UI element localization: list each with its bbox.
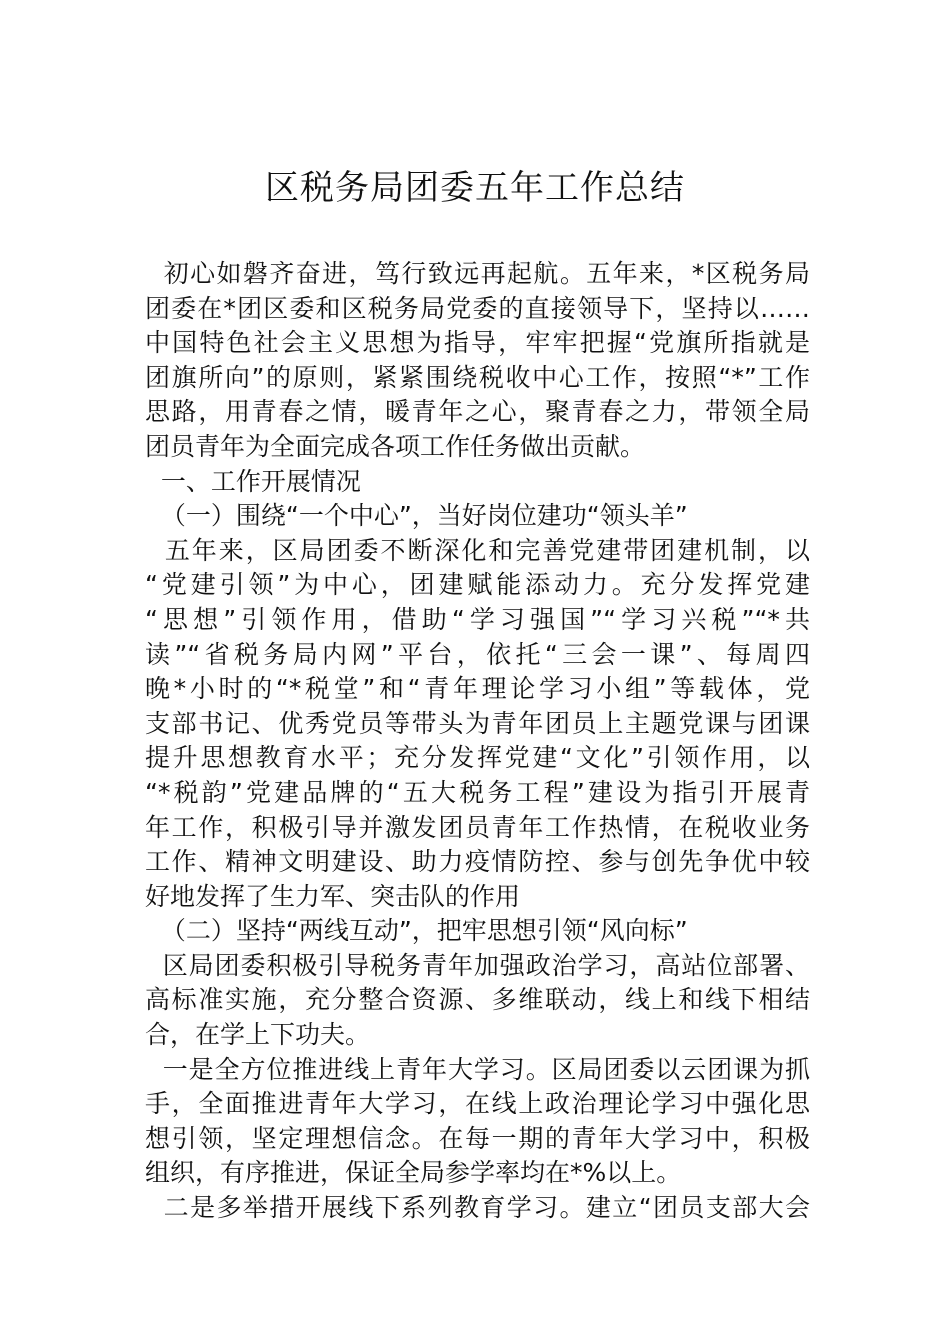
body-line: （一）围绕“一个中心”，当好岗位建功“领头羊” <box>145 501 688 531</box>
document-title: 区税务局团委五年工作总结 <box>265 168 685 208</box>
body-line: 高标准实施，充分整合资源、多维联动，线上和线下相结 <box>145 985 810 1015</box>
body-line: 团委在*团区委和区税务局党委的直接领导下，坚持以…… <box>145 293 810 323</box>
body-line: 手，全面推进青年大学习，在线上政治理论学习中强化思 <box>145 1089 810 1119</box>
body-line: 思路，用青春之情，暖青年之心，聚青春之力，带领全局 <box>145 397 810 427</box>
body-line: （二）坚持“两线互动”，把牢思想引领“风向标” <box>145 916 688 946</box>
body-line: 一是全方位推进线上青年大学习。区局团委以云团课为抓 <box>145 1054 810 1084</box>
body-line: 初心如磐齐奋进，笃行致远再起航。五年来，*区税务局 <box>145 259 810 288</box>
body-line: 团员青年为全面完成各项工作任务做出贡献。 <box>145 431 646 461</box>
body-line: 读”“省税务局内网”平台，依托“三会一课”、每周四 <box>145 639 810 669</box>
body-line: “*税韵”党建品牌的“五大税务工程”建设为指引开展青 <box>145 777 810 807</box>
body-line: 二是多举措开展线下系列教育学习。建立“团员支部大会 <box>145 1193 810 1223</box>
body-line: 区局团委积极引导税务青年加强政治学习，高站位部署、 <box>145 950 810 980</box>
body-line: 五年来，区局团委不断深化和完善党建带团建机制，以 <box>145 535 810 565</box>
body-line: 合，在学上下功夫。 <box>145 1020 371 1050</box>
body-line: 团旗所向”的原则，紧紧围绕税收中心工作，按照“*”工作 <box>145 362 810 392</box>
body-line: 工作、精神文明建设、助力疫情防控、参与创先争优中较 <box>145 847 810 877</box>
body-line: 中国特色社会主义思想为指导，牢牢把握“党旗所指就是 <box>145 328 810 358</box>
body-line: 一、工作开展情况 <box>145 466 361 496</box>
document-body <box>145 257 810 1226</box>
body-line: 年工作，积极引导并激发团员青年工作热情，在税收业务 <box>145 812 810 842</box>
body-line: 提升思想教育水平；充分发挥党建“文化”引领作用，以 <box>145 743 810 773</box>
body-line: 想引领，坚定理想信念。在每一期的青年大学习中，积极 <box>145 1123 810 1153</box>
body-line: 好地发挥了生力军、突击队的作用 <box>145 881 521 911</box>
body-line: 晚*小时的“*税堂”和“青年理论学习小组”等载体，党 <box>145 674 810 704</box>
body-line: “党建引领”为中心，团建赋能添动力。充分发挥党建 <box>145 570 810 600</box>
body-line: “思想”引领作用，借助“学习强国”“学习兴税”“*共 <box>145 604 810 634</box>
body-line: 支部书记、优秀党员等带头为青年团员上主题党课与团课 <box>145 708 810 738</box>
body-line: 组织，有序推进，保证全局参学率均在*%以上。 <box>145 1158 682 1188</box>
